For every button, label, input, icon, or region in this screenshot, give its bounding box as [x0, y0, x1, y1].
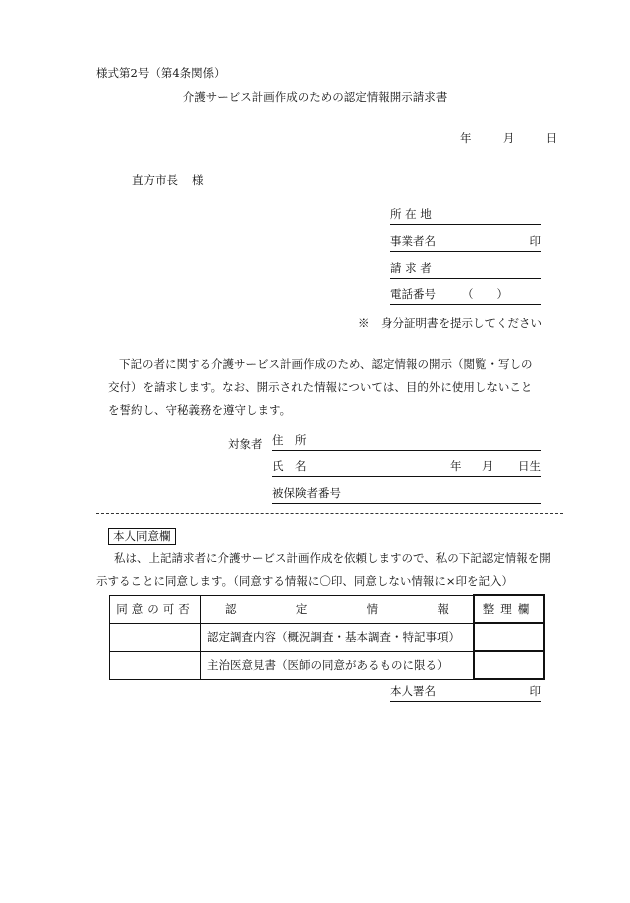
- signature-field[interactable]: [390, 685, 541, 702]
- consent-section-label: 本人同意欄: [108, 528, 176, 545]
- birth-day: 日生: [518, 459, 541, 473]
- phone-field[interactable]: [390, 288, 541, 305]
- table-row: [110, 651, 545, 679]
- header-info-char: 定: [295, 602, 308, 616]
- seal-mark: 印: [529, 234, 541, 248]
- requester-field[interactable]: [390, 262, 541, 279]
- id-notice: ※ 身分証明書を提示してください: [358, 316, 542, 330]
- consent-cell-opinion[interactable]: [110, 651, 201, 679]
- phone-paren: （ ）: [462, 287, 508, 301]
- target-address-field[interactable]: [272, 434, 541, 451]
- admin-cell-survey[interactable]: [474, 623, 544, 651]
- business-name-label: 事業者名: [390, 234, 436, 248]
- header-info-char: 報: [437, 602, 449, 616]
- consent-table: [109, 594, 545, 680]
- signature-label: 本人署名: [390, 684, 436, 698]
- date-year: 年: [460, 131, 472, 145]
- target-label: 対象者: [228, 437, 263, 451]
- insured-number-label: 被保険者番号: [272, 486, 341, 500]
- business-name-field[interactable]: [390, 235, 541, 252]
- addressee-honorific: 様: [192, 173, 204, 187]
- date-day: 日: [545, 131, 558, 145]
- consent-table-header: [110, 595, 545, 623]
- table-row: [110, 623, 545, 651]
- consent-statement: 私は、上記請求者に介護サービス計画作成を依頼しますので、私の下記認定情報を開示することに同意します。（同意する情報に〇印、同意しない情報に×印を記入）: [96, 551, 551, 588]
- document-title: 介護サービス計画作成のための認定情報開示請求書: [182, 90, 448, 104]
- addressee: [132, 173, 204, 187]
- target-address-label: 住 所: [272, 433, 307, 447]
- birth-month: 月: [482, 459, 494, 473]
- info-opinion: 主治医意見書（医師の同意があるものに限る）: [201, 651, 475, 679]
- header-info: [201, 595, 475, 623]
- header-admin: 整理欄: [474, 595, 544, 623]
- date-month: 月: [502, 131, 515, 145]
- phone-label: 電話番号: [390, 287, 436, 301]
- target-name-field[interactable]: [272, 460, 541, 477]
- insured-number-field[interactable]: [272, 487, 541, 504]
- target-name-label: 氏 名: [272, 459, 307, 473]
- consent-cell-survey[interactable]: [110, 623, 201, 651]
- header-info-char: 認: [225, 602, 237, 616]
- header-consent: 同意の可否: [110, 595, 201, 623]
- addressee-name: 直方市長: [132, 173, 178, 187]
- form-number: 様式第2号（第4条関係）: [96, 66, 226, 80]
- signature-seal: 印: [529, 684, 541, 698]
- requester-label: 請 求 者: [390, 261, 432, 275]
- info-survey: 認定調査内容（概況調査・基本調査・特記事項）: [201, 623, 475, 651]
- cut-line: [96, 513, 563, 514]
- request-statement: 下記の者に関する介護サービス計画作成のため、認定情報の開示（閲覧・写しの交付）を請求します。なお、開示された情報については、目的外に使用しないことを誓約し、守秘義務を遵守します。: [108, 357, 533, 417]
- location-label: 所 在 地: [390, 207, 432, 221]
- admin-cell-opinion[interactable]: [474, 651, 544, 679]
- location-field[interactable]: [390, 208, 541, 225]
- header-info-char: 情: [366, 602, 379, 616]
- birth-year: 年: [450, 459, 462, 473]
- date-line: [460, 131, 557, 145]
